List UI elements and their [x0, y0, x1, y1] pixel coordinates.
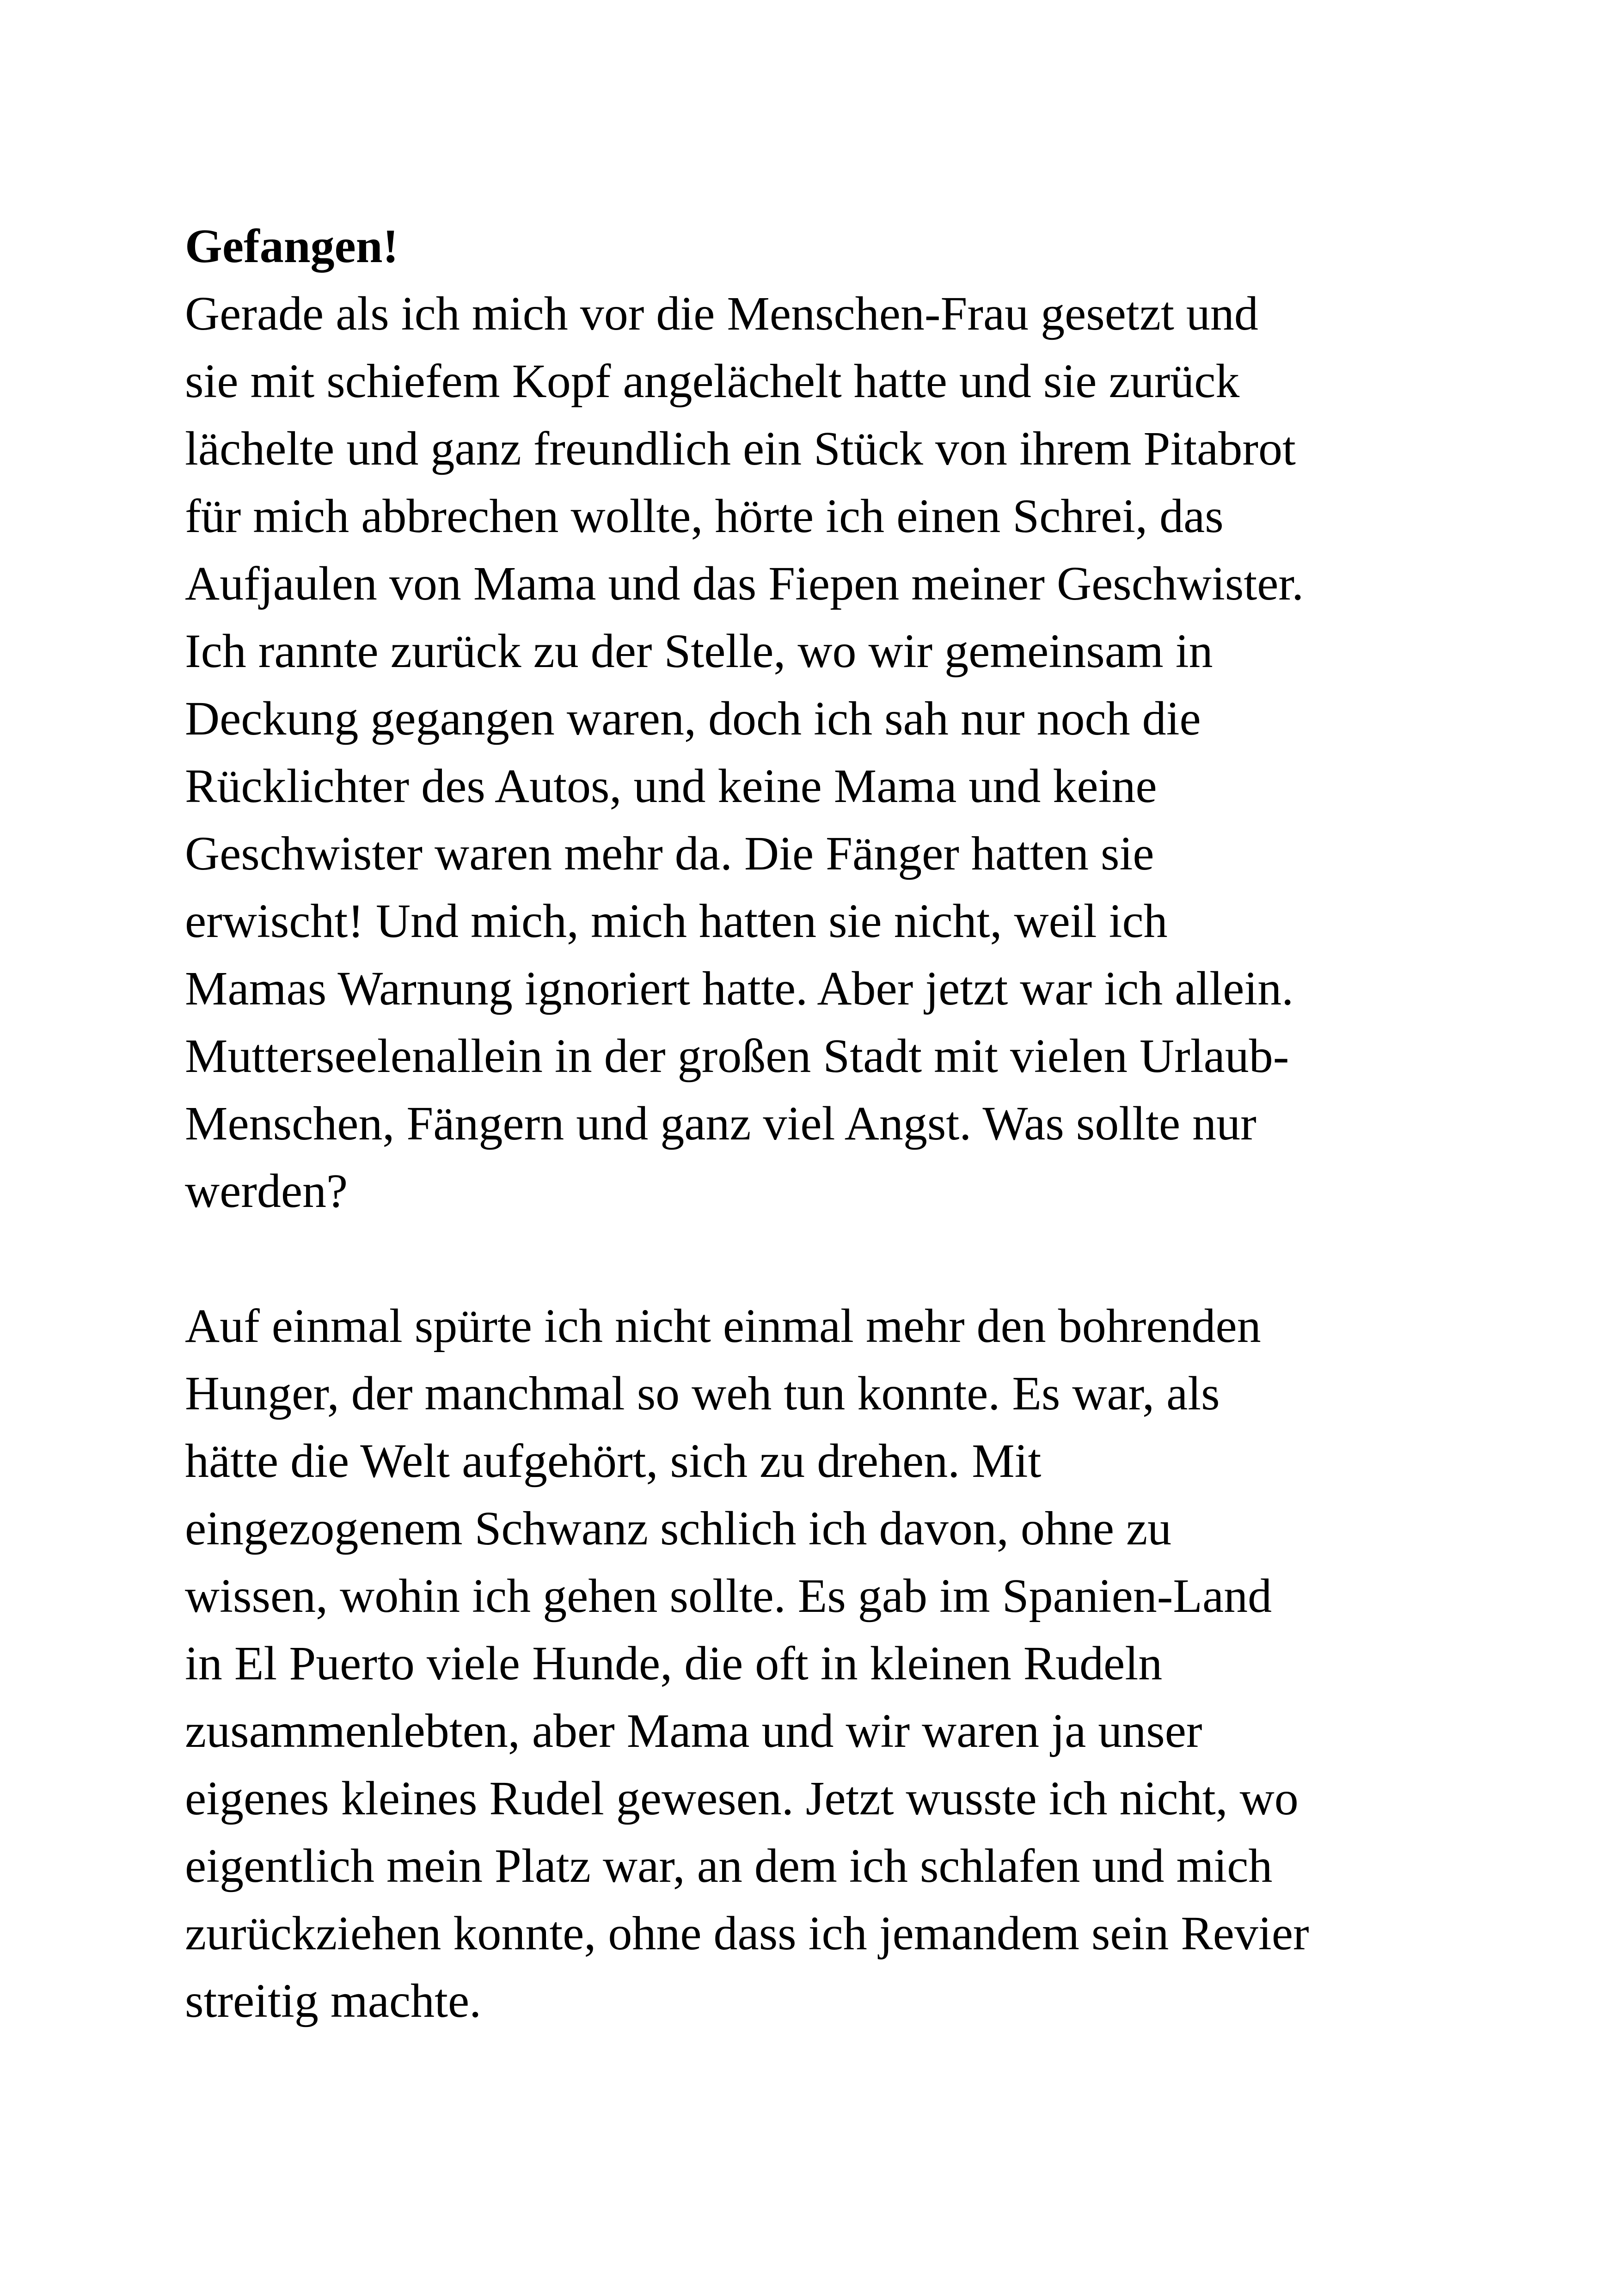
text-line: eigenes kleines Rudel gewesen. Jetzt wusste ich nicht, wo [185, 1772, 1299, 1825]
text-line: Mutterseelenallein in der großen Stadt mit vielen Urlaub- [185, 1029, 1289, 1083]
text-line: Geschwister waren mehr da. Die Fänger hatten sie [185, 827, 1154, 880]
text-line: zusammenlebten, aber Mama und wir waren ja unser [185, 1704, 1202, 1757]
text-line: sie mit schiefem Kopf angelächelt hatte und sie zurück [185, 355, 1240, 408]
text-line: hätte die Welt aufgehört, sich zu drehen. Mit [185, 1434, 1042, 1488]
text-line: werden? [185, 1164, 348, 1218]
text-line: Hunger, der manchmal so weh tun konnte. Es war, als [185, 1367, 1220, 1420]
paragraph-container [185, 280, 1479, 2035]
text-line: Rücklichter des Autos, und keine Mama und keine [185, 759, 1157, 813]
text-line: Menschen, Fängern und ganz viel Angst. Was sollte nur [185, 1097, 1256, 1150]
text-line: erwischt! Und mich, mich hatten sie nicht, weil ich [185, 894, 1168, 948]
text-line: Ich rannte zurück zu der Stelle, wo wir gemeinsam in [185, 625, 1213, 678]
text-line: lächelte und ganz freundlich ein Stück von ihrem Pitabrot [185, 422, 1296, 475]
text-line: in El Puerto viele Hunde, die oft in kleinen Rudeln [185, 1637, 1163, 1690]
text-line: Mamas Warnung ignoriert hatte. Aber jetzt war ich allein. [185, 962, 1294, 1015]
paragraph-gap [185, 1225, 1479, 1292]
text-line: streitig machte. [185, 1974, 482, 2027]
text-line: eingezogenem Schwanz schlich ich davon, ohne zu [185, 1502, 1172, 1555]
text-line: Gerade als ich mich vor die Menschen-Frau gesetzt und [185, 287, 1258, 340]
text-line: zurückziehen konnte, ohne dass ich jemandem sein Revier [185, 1907, 1309, 1960]
text-line: Aufjaulen von Mama und das Fiepen meiner Geschwister. [185, 557, 1304, 610]
text-line: für mich abbrechen wollte, hörte ich einen Schrei, das [185, 490, 1224, 543]
paragraph [185, 280, 1479, 1225]
text-line: Auf einmal spürte ich nicht einmal mehr den bohrenden [185, 1299, 1261, 1353]
document-title: Gefangen! [185, 220, 399, 273]
document-body [185, 213, 1479, 2035]
text-line: Deckung gegangen waren, doch ich sah nur noch die [185, 692, 1201, 745]
paragraph [185, 1292, 1479, 2035]
text-line: eigentlich mein Platz war, an dem ich schlafen und mich [185, 1839, 1273, 1892]
text-line: wissen, wohin ich gehen sollte. Es gab im Spanien-Land [185, 1569, 1272, 1623]
